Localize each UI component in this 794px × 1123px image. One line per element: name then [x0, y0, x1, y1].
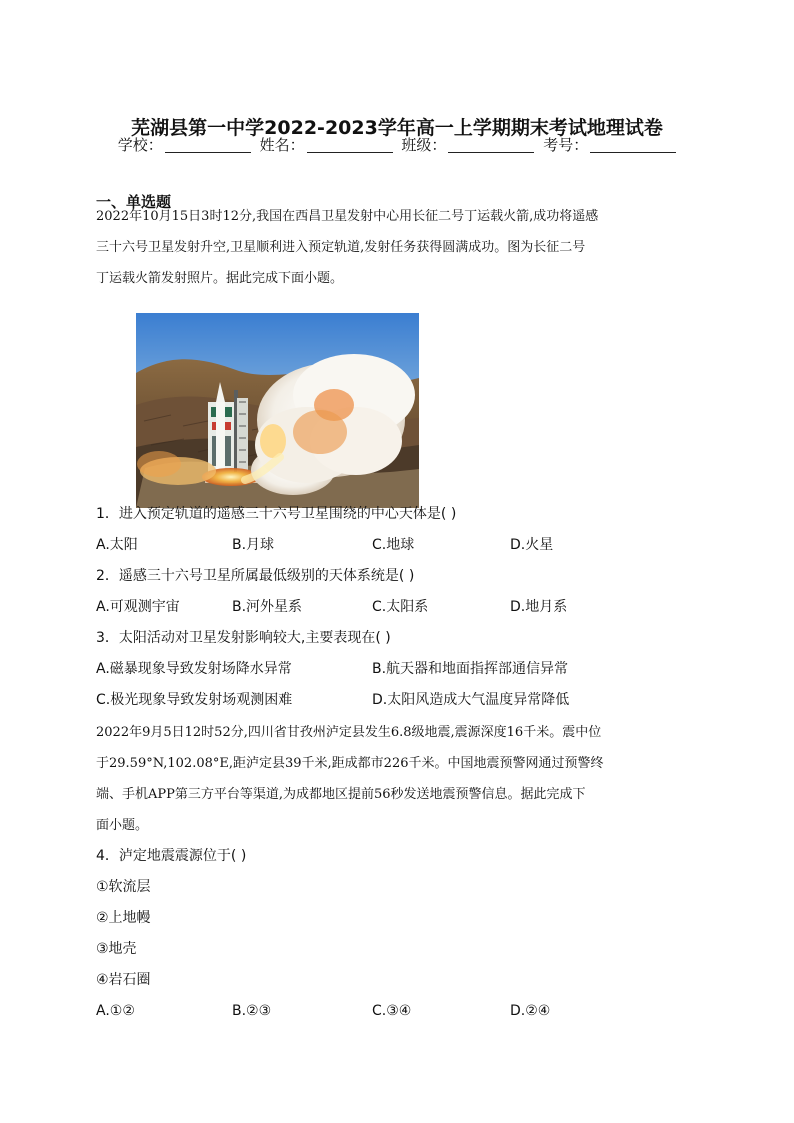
name-label: 姓名： [259, 136, 305, 154]
class-blank-line [448, 151, 534, 153]
question-4-item-1: ①软流层 [96, 879, 151, 895]
question-4-option-d: D.②④ [510, 1003, 551, 1019]
question-1-stem: 1．进入预定轨道的遥感三十六号卫星围绕的中心天体是( ) [96, 506, 457, 522]
exam-number-label: 考号： [543, 136, 589, 154]
question-1-option-a: A.太阳 [96, 537, 138, 553]
passage-line: 面小题。 [96, 818, 149, 833]
single-choice-heading: 一、单选题 [96, 193, 172, 212]
question-4-item-4: ④岩石圈 [96, 972, 151, 988]
question-3-option-a: A.磁暴现象导致发射场降水异常 [96, 661, 292, 677]
passage-line: 端、手机APP第三方平台等渠道,为成都地区提前56秒发送地震预警信息。据此完成下 [96, 787, 586, 802]
rocket-launch-photo [136, 313, 419, 508]
question-4-option-a: A.①② [96, 1003, 135, 1019]
question-4-option-b: B.②③ [232, 1003, 272, 1019]
school-field [118, 132, 251, 158]
earthquake-passage [96, 717, 706, 841]
question-3-option-c: C.极光现象导致发射场观测困难 [96, 692, 293, 708]
student-info-row [0, 132, 794, 158]
class-label: 班级： [401, 136, 447, 154]
satellite-passage [96, 201, 706, 294]
passage-line: 三十六号卫星发射升空,卫星顺利进入预定轨道,发射任务获得圆满成功。图为长征二号 [96, 240, 586, 255]
school-label: 学校： [117, 136, 163, 154]
question-4-stem: 4．泸定地震震源位于( ) [96, 848, 247, 864]
name-field [260, 132, 393, 158]
question-1-option-b: B.月球 [232, 537, 275, 553]
name-blank-line [307, 151, 393, 153]
question-2-option-a: A.可观测宇宙 [96, 599, 180, 615]
passage-line: 于29.59°N,102.08°E,距泸定县39千米,距成都市226千米。中国地震预警网通过预警终 [96, 756, 604, 771]
question-4-item-3: ③地壳 [96, 941, 137, 957]
passage-line: 丁运载火箭发射照片。据此完成下面小题。 [96, 271, 344, 286]
question-4-option-c: C.③④ [372, 1003, 412, 1019]
question-3-stem: 3．太阳活动对卫星发射影响较大,主要表现在( ) [96, 630, 391, 646]
exam-title: 芜湖县第一中学2022-2023学年高一上学期期末考试地理试卷 [131, 116, 663, 139]
question-2-option-c: C.太阳系 [372, 599, 429, 615]
passage-line: 2022年10月15日3时12分,我国在西昌卫星发射中心用长征二号丁运载火箭,成功将遥感 [96, 209, 599, 224]
class-field [401, 132, 534, 158]
passage-line: 2022年9月5日12时52分,四川省甘孜州泸定县发生6.8级地震,震源深度16千米。震中位 [96, 725, 602, 740]
question-1-option-c: C.地球 [372, 537, 415, 553]
question-3-option-b: B.航天器和地面指挥部通信异常 [372, 661, 569, 677]
question-1-option-d: D.火星 [510, 537, 554, 553]
exam-number-blank-line [590, 151, 676, 153]
question-2-option-b: B.河外星系 [232, 599, 303, 615]
exam-number-field [543, 132, 676, 158]
question-2-stem: 2．遥感三十六号卫星所属最低级别的天体系统是( ) [96, 568, 415, 584]
school-blank-line [165, 151, 251, 153]
question-2-option-d: D.地月系 [510, 599, 568, 615]
question-4-item-2: ②上地幔 [96, 910, 151, 926]
question-3-option-d: D.太阳风造成大气温度异常降低 [372, 692, 570, 708]
